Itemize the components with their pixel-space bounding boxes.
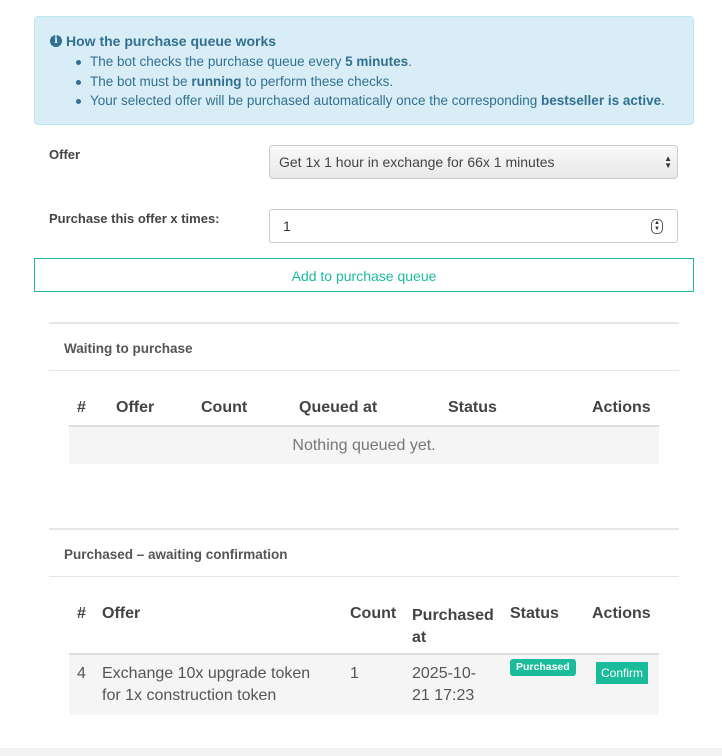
select-arrows-icon: ▲ ▼ [664,154,672,170]
offer-select-value: Get 1x 1 hour in exchange for 66x 1 minutes [279,154,555,170]
purchased-title: Purchased – awaiting confirmation [64,547,288,562]
info-item: Your selected offer will be purchased automatically once the corresponding bestseller is active. [90,91,665,111]
col-header-count: Count [201,399,248,416]
col-header-actions: Actions [592,605,651,622]
add-to-queue-button[interactable]: Add to purchase queue [34,258,694,292]
panel-divider [49,370,679,371]
info-title-text: How the purchase queue works [66,33,277,49]
col-header-status: Status [448,399,497,416]
row-id: 4 [77,665,86,682]
panel-divider [49,576,679,577]
col-header-offer: Offer [102,605,141,622]
purchased-panel [49,528,679,718]
empty-queue-message: Nothing queued yet. [69,427,659,464]
waiting-title: Waiting to purchase [64,341,193,356]
info-alert [34,16,694,125]
waiting-panel [49,322,679,472]
times-input-value: 1 [283,218,291,234]
times-input[interactable] [269,209,678,243]
spinner-icon[interactable]: ▲ ▼ [651,219,663,234]
row-purchased-at: 2025-10- 21 17:23 [412,665,477,704]
info-title [50,33,276,49]
info-icon: i [50,35,62,47]
info-list [50,52,665,111]
confirm-button[interactable]: Confirm [596,662,648,684]
col-header-count: Count [350,605,397,622]
col-header-actions: Actions [592,399,651,416]
status-badge: Purchased [510,659,576,676]
col-header-status: Status [510,605,559,622]
row-count: 1 [350,665,359,682]
col-header-offer: Offer [116,399,155,416]
info-item: The bot must be running to perform these checks. [90,72,665,92]
col-header-purchased-at: Purchased at [412,607,494,646]
offer-select[interactable] [269,145,678,179]
row-offer: Exchange 10x upgrade token for 1x construction token [102,665,311,704]
col-header-num: # [77,399,86,416]
times-label: Purchase this offer x times: [49,211,220,226]
col-header-num: # [77,605,86,622]
col-header-queued-at: Queued at [299,399,378,416]
info-item: The bot checks the purchase queue every 5 minutes. [90,52,665,72]
offer-label: Offer [49,147,81,162]
